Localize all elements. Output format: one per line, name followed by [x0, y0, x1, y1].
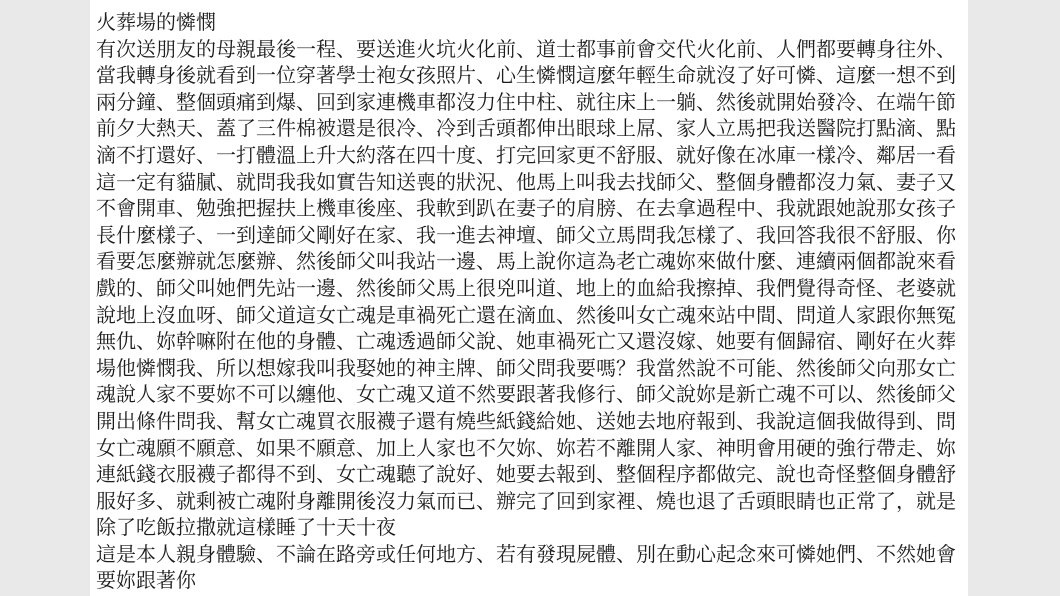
post-body-line: 說地上沒血呀、師父道這女亡魂是車禍死亡還在滴血、然後叫女亡魂來站中間、問道人家跟你無冤 — [96, 302, 956, 327]
post-body-line: 前夕大熱天、蓋了三件棉被還是很冷、冷到舌頭都伸出眼球上屌、家人立馬把我送醫院打點滴、點 — [96, 116, 956, 141]
post-body-line: 戲的、師父叫她們先站一邊、然後師父馬上很兇叫道、地上的血給我擦掉、我們覺得奇怪、老婆就 — [96, 275, 956, 300]
post-body-line: 開出條件問我、幫女亡魂買衣服襪子還有燒些紙錢給她、送她去地府報到、我說這個我做得到、問 — [96, 408, 956, 433]
post-body-line: 當我轉身後就看到一位穿著學士袍女孩照片、心生憐憫這麼年輕生命就沒了好可憐、這麼一想不到 — [96, 63, 956, 88]
page-left-margin — [0, 0, 90, 596]
post-body-line: 有次送朋友的母親最後一程、要送進火坑火化前、道士都事前會交代火化前、人們都要轉身往外、 — [96, 36, 956, 61]
post-body-line: 無仇、妳幹嘛附在他的身體、亡魂透過師父說、她車禍死亡又還沒嫁、她要有個歸宿、剛好在火葬 — [96, 329, 956, 354]
page-right-margin — [968, 0, 1060, 596]
post-body-line: 這一定有貓膩、就問我我如實告知送喪的狀況、他馬上叫我去找師父、整個身體都沒力氣、妻子又 — [96, 169, 956, 194]
post-title: 火葬場的憐憫 — [96, 10, 216, 34]
post-content — [90, 0, 968, 596]
post-closing-line: 要妳跟著你 — [96, 568, 196, 593]
post-body-line: 魂說人家不要妳不可以纏他、女亡魂又道不然要跟著我修行、師父說妳是新亡魂不可以、然後師父 — [96, 382, 956, 407]
post-body-line: 場他憐憫我、所以想嫁我叫我娶她的神主牌、師父問我要嗎？我當然說不可能、然後師父向那女亡 — [96, 355, 956, 380]
post-body-line: 女亡魂願不願意、如果不願意、加上人家也不欠妳、妳若不離開人家、神明會用硬的強行帶走、妳 — [96, 435, 956, 460]
post-body-line: 長什麼樣子、一到達師父剛好在家、我一進去神壇、師父立馬問我怎樣了、我回答我很不舒服、你 — [96, 222, 956, 247]
post-body-line: 看要怎麼辦就怎麼辦、然後師父叫我站一邊、馬上說你這為老亡魂妳來做什麼、連續兩個都說來看 — [96, 249, 956, 274]
post-body-line: 連紙錢衣服襪子都得不到、女亡魂聽了說好、她要去報到、整個程序都做完、說也奇怪整個身體舒 — [96, 462, 956, 487]
post-body-line: 滴不打還好、一打體溫上升大約落在四十度、打完回家更不舒服、就好像在冰庫一樣冷、鄰居一看 — [96, 142, 956, 167]
post-body-line: 兩分鐘、整個頭痛到爆、回到家連機車都沒力住中柱、就往床上一躺、然後就開始發冷、在端午節 — [96, 89, 956, 114]
post-body-line: 不會開車、勉強把握扶上機車後座、我軟到趴在妻子的肩膀、在去拿過程中、我就跟她說那女孩子 — [96, 196, 956, 221]
post-body-line: 服好多、就剩被亡魂附身離開後沒力氣而已、辦完了回到家裡、燒也退了舌頭眼睛也正常了，就是 — [96, 488, 956, 513]
post-closing-line: 這是本人親身體驗、不論在路旁或任何地方、若有發現屍體、別在動心起念來可憐她們、不然她會 — [96, 541, 956, 566]
post-body-line: 除了吃飯拉撒就這樣睡了十天十夜 — [96, 515, 396, 540]
